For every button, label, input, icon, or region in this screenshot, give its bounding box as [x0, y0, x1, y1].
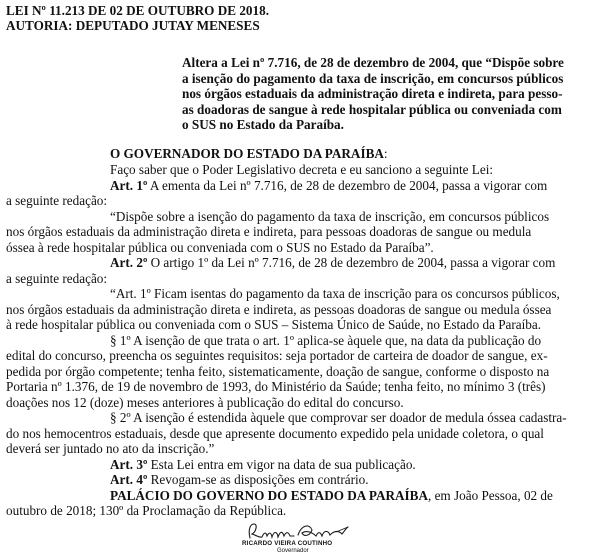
paragraph-1-line: Portaria nº 1.376, de 19 de novembro de 1993, do Ministério da Saúde; tenha feito, no mínimo 3 (três) — [6, 379, 546, 394]
governor-signature-block — [232, 518, 362, 558]
article-4-line — [110, 472, 369, 488]
signatory-name: RICARDO VIEIRA COUTINHO — [242, 540, 333, 547]
article-3-label: Art. 3º — [110, 457, 148, 472]
article-1-quote-line: nos órgãos estaduais da administração direta e indireta, para pessoas doadoras de sangue ou medula — [6, 224, 532, 239]
article-4-label: Art. 4º — [110, 472, 148, 487]
palace-text: , em João Pessoa, 02 de — [427, 488, 553, 503]
palace-line — [110, 488, 553, 504]
governor-heading: O GOVERNADOR DO ESTADO DA PARAÍBA — [110, 146, 384, 161]
article-2-text: O artigo 1º da Lei nº 7.716, de 28 de dezembro de 2004, passa a vigorar com — [150, 255, 556, 270]
paragraph-1-line: edital do concurso, preencha os seguintes requisitos: seja portador de carteira de doador de sangue, ex- — [6, 348, 548, 363]
article-1-quote-line: “Dispõe sobre a isenção do pagamento da taxa de inscrição, em concursos públicos — [110, 209, 550, 224]
intro-line: Faço saber que o Poder Legislativo decreta e eu sanciono a seguinte Lei: — [110, 162, 494, 177]
paragraph-1-line: doações nos 12 (doze) meses anteriores à publicação do edital do concurso. — [6, 395, 404, 410]
article-2-label: Art. 2º — [110, 255, 148, 270]
article-3-text: Esta Lei entra em vigor na data de sua publicação. — [150, 457, 416, 472]
article-1-label: Art. 1º — [110, 178, 148, 193]
law-title: LEI Nº 11.213 DE 02 DE OUTUBRO DE 2018. — [6, 3, 270, 18]
article-2-quote-line: nos órgãos estaduais da administração direta e indireta, as pessoas doadoras de sangue ou medula óssea — [6, 302, 552, 317]
paragraph-2-line: § 2º A isenção é estendida àquele que comprovar ser doador de medula óssea cadastra- — [110, 410, 567, 425]
article-3-line — [110, 457, 416, 473]
signatory-role: Governador — [277, 548, 309, 554]
paragraph-2-line: deverá ser juntado no ato da inscrição.” — [6, 441, 215, 456]
governor-heading-line — [110, 146, 388, 162]
handwritten-signature-icon — [232, 518, 362, 542]
article-2-quote-line: à rede hospitalar pública ou conveniada com o SUS – Sistema Único de Saúde, no Estado da Paraíba. — [6, 317, 542, 332]
paragraph-2-line: do nos hemocentros estaduais, desde que apresente documento expedido pela unidade coletora, o qual — [6, 426, 544, 441]
article-4-text: Revogam-se as disposições em contrário. — [150, 472, 369, 487]
article-1-quote-line: óssea à rede hospitalar pública ou conveniada com o SUS no Estado da Paraíba”. — [6, 240, 434, 255]
article-2-quote-line: “Art. 1º Ficam isentas do pagamento da taxa de inscrição para os concursos públicos, — [110, 286, 560, 301]
law-authorship: AUTORIA: DEPUTADO JUTAY MENESES — [6, 18, 260, 33]
ementa-line: a isenção do pagamento da taxa de inscrição, em concursos públicos — [182, 71, 564, 86]
article-1-line — [110, 178, 547, 194]
palace-continuation: outubro de 2018; 130º da Proclamação da República. — [6, 503, 287, 518]
palace-label: PALÁCIO DO GOVERNO DO ESTADO DA PARAÍBA — [110, 488, 428, 503]
ementa-line: o SUS no Estado da Paraíba. — [182, 117, 344, 132]
paragraph-1-line: pedida por órgão competente; tenha feito, sistematicamente, doação de sangue, conforme o disposto na — [6, 364, 550, 379]
governor-colon: : — [383, 146, 388, 161]
ementa-line: Altera a Lei nº 7.716, de 28 de dezembro de 2004, que “Dispõe sobre — [182, 55, 564, 70]
article-2-continuation: a seguinte redação: — [6, 271, 108, 286]
ementa-line: as doadoras de sangue à rede hospitalar pública ou conveniada com — [182, 102, 562, 117]
paragraph-1-line: § 1º A isenção de que trata o art. 1º aplica-se àquele que, na data da publicação do — [110, 333, 542, 348]
article-1-continuation: a seguinte redação: — [6, 193, 108, 208]
article-1-text: A ementa da Lei nº 7.716, de 28 de dezembro de 2004, passa a vigorar com — [149, 178, 548, 193]
ementa-line: nos órgãos estaduais da administração direta e indireta, para pesso- — [182, 86, 563, 101]
article-2-line — [110, 255, 555, 271]
